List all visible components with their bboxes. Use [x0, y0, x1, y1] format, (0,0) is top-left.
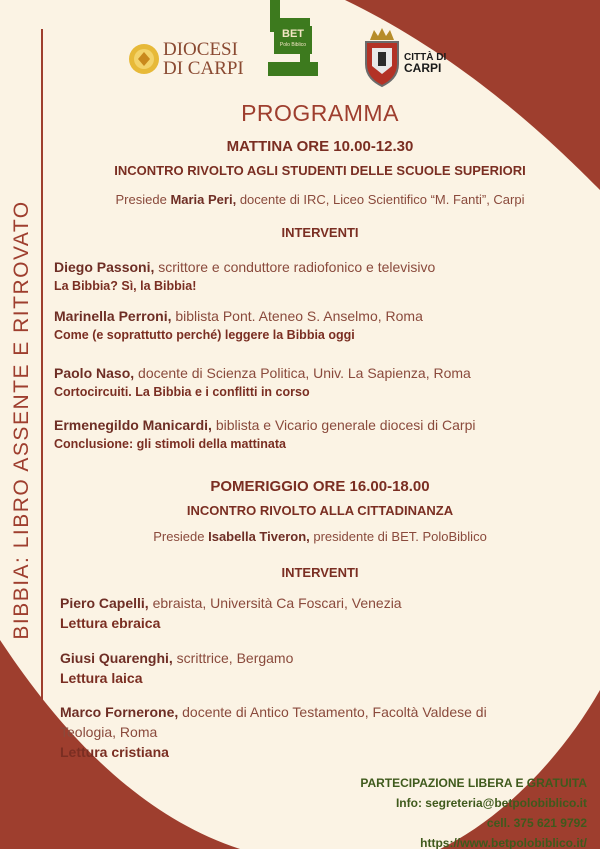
speaker-name: Piero Capelli, — [60, 595, 149, 611]
speaker-name: Giusi Quarenghi, — [60, 650, 173, 666]
speaker-role: scrittrice, Bergamo — [172, 650, 294, 666]
talk-title: Conclusione: gli stimoli della mattinata — [54, 437, 286, 451]
speaker-item — [60, 593, 600, 633]
speaker-item — [54, 257, 594, 295]
afternoon-interventi-label: INTERVENTI — [281, 565, 359, 580]
footer-website[interactable]: https://www.betpolobiblico.it/ — [420, 836, 587, 849]
carpi-crest-icon — [362, 26, 402, 88]
diocesi-line2: DI CARPI — [163, 58, 244, 79]
chair-role: docente di IRC, Liceo Scientifico “M. Fanti”, Carpi — [236, 192, 525, 207]
speaker-name: Marco Fornerone, — [60, 704, 179, 720]
footer-participation: PARTECIPAZIONE LIBERA E GRATUITA — [360, 776, 587, 790]
chair-prefix: Presiede — [153, 529, 209, 544]
talk-title: Lettura cristiana — [60, 744, 169, 760]
side-title: BIBBIA: LIBRO ASSENTE E RITROVATO — [10, 200, 33, 640]
chair-name: Isabella Tiveron, — [208, 529, 310, 544]
chair-name: Maria Peri, — [170, 192, 237, 207]
morning-heading: MATTINA ORE 10.00-12.30 — [226, 138, 414, 155]
carpi-line2: CARPI — [404, 61, 442, 75]
speaker-item — [60, 648, 600, 688]
bet-logo — [266, 0, 320, 78]
speaker-role: docente di Scienza Politica, Univ. La Sapienza, Roma — [134, 365, 471, 381]
morning-subheading: INCONTRO RIVOLTO AGLI STUDENTI DELLE SCUOLE SUPERIORI — [114, 163, 526, 178]
talk-title: La Bibbia? Sì, la Bibbia! — [54, 279, 197, 293]
afternoon-subheading: INCONTRO RIVOLTO ALLA CITTADINANZA — [186, 503, 454, 518]
diocesi-line1: DIOCESI — [163, 39, 238, 60]
carpi-line1: CITTÀ DI — [404, 52, 447, 63]
diocesi-logo — [127, 40, 247, 80]
footer-info — [257, 773, 587, 849]
afternoon-heading: POMERIGGIO ORE 16.00-18.00 — [210, 478, 430, 495]
bet-label: BET — [282, 28, 304, 40]
speaker-role: biblista e Vicario generale diocesi di Carpi — [211, 417, 476, 433]
talk-title: Come (e soprattutto perché) leggere la Bibbia oggi — [54, 328, 355, 342]
speaker-item — [54, 363, 594, 401]
footer-phone: cell. 375 621 9792 — [486, 816, 587, 830]
speaker-role: docente di Antico Testamento, Facoltà Valdese di — [178, 704, 487, 720]
speaker-item — [54, 415, 594, 453]
speaker-name: Diego Passoni, — [54, 259, 155, 275]
carpi-logo — [362, 26, 458, 88]
footer-email[interactable]: Info: segreteria@betpolobiblico.it — [395, 796, 587, 810]
talk-title: Lettura ebraica — [60, 615, 161, 631]
speaker-role: biblista Pont. Ateneo S. Anselmo, Roma — [171, 308, 423, 324]
speaker-name: Ermenegildo Manicardi, — [54, 417, 212, 433]
talk-title: Cortocircuiti. La Bibbia e i conflitti in corso — [54, 385, 310, 399]
speaker-item — [60, 702, 600, 762]
program-title: PROGRAMMA — [241, 100, 399, 126]
speaker-role: ebraista, Università Ca Foscari, Venezia — [148, 595, 402, 611]
speaker-role-cont: Teologia, Roma — [60, 724, 158, 740]
speaker-role: scrittore e conduttore radiofonico e televisivo — [154, 259, 436, 275]
morning-chair — [40, 192, 600, 207]
talk-title: Lettura laica — [60, 670, 143, 686]
speaker-item — [54, 306, 594, 344]
chair-prefix: Presiede — [115, 192, 171, 207]
morning-interventi-label: INTERVENTI — [281, 225, 359, 240]
chair-role: presidente di BET. PoloBiblico — [309, 529, 487, 544]
bet-sub: Polo Biblico — [279, 42, 307, 48]
speaker-name: Paolo Naso, — [54, 365, 135, 381]
afternoon-chair — [40, 529, 600, 544]
diocesi-emblem-icon — [127, 42, 161, 76]
speaker-name: Marinella Perroni, — [54, 308, 172, 324]
